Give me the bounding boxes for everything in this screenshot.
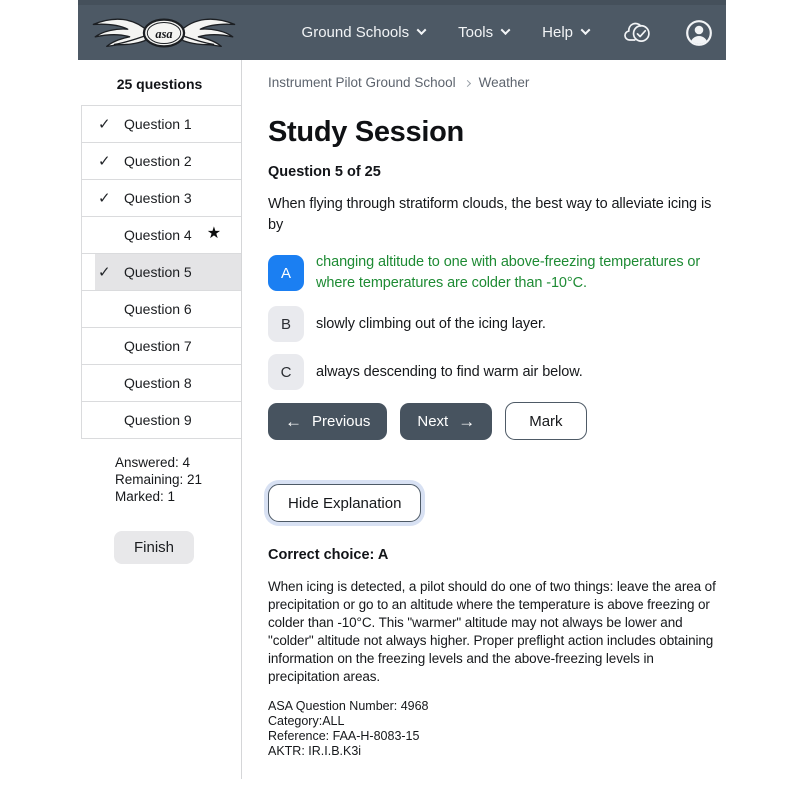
meta-line: Category:ALL [268, 714, 345, 728]
answered-check-icon: ✓ [98, 116, 111, 133]
mark-button[interactable]: Mark [505, 402, 586, 440]
asa-logo[interactable] [86, 12, 242, 54]
page-title: Study Session [268, 116, 464, 148]
previous-button-label: Previous [312, 412, 371, 430]
session-stats [115, 454, 241, 505]
cloud-sync-icon[interactable] [622, 21, 652, 44]
choice-b[interactable] [268, 306, 718, 342]
question-item-label: Question 8 [124, 375, 192, 391]
question-item-label: Question 3 [124, 190, 192, 206]
choice-a-text: changing altitude to one with above-freezing temperatures or where temperatures are colder than -10°C. [316, 254, 701, 291]
chevron-down-icon [581, 25, 591, 35]
sidebar-item-question-5[interactable] [82, 253, 241, 290]
choice-c-badge[interactable]: C [268, 354, 304, 390]
sidebar-item-question-1[interactable] [82, 105, 241, 142]
app-window [78, 0, 726, 779]
arrow-left-icon: ← [285, 411, 302, 431]
stat-marked: Marked: 1 [115, 489, 176, 504]
nav-menu [302, 19, 713, 47]
answer-choices [268, 252, 718, 390]
choice-b-badge[interactable]: B [268, 306, 304, 342]
meta-line: Reference: FAA-H-8083-15 [268, 729, 420, 743]
hide-explanation-button[interactable]: Hide Explanation [268, 484, 421, 522]
nav-tools[interactable] [458, 24, 509, 41]
answered-check-icon: ✓ [98, 190, 111, 207]
account-icon[interactable] [685, 19, 713, 47]
stat-answered: Answered: 4 [115, 455, 191, 470]
question-nav-buttons [268, 402, 718, 440]
question-item-label: Question 2 [124, 153, 192, 169]
answered-check-icon: ✓ [98, 264, 111, 281]
chevron-down-icon [501, 25, 511, 35]
sidebar-item-question-2[interactable] [82, 142, 241, 179]
chevron-right-icon [464, 79, 471, 86]
question-progress: Question 5 of 25 [268, 164, 381, 180]
answered-check-icon: ✓ [98, 153, 111, 170]
next-button-label: Next [417, 412, 449, 430]
question-text: When flying through stratiform clouds, the best way to alleviate icing is by [268, 196, 712, 233]
choice-c-text: always descending to find warm air below. [316, 363, 583, 380]
choice-c[interactable] [268, 354, 718, 390]
previous-button[interactable] [268, 403, 387, 440]
question-item-label: Question 4 [124, 227, 192, 243]
question-sidebar [78, 60, 242, 779]
nav-help[interactable] [542, 24, 589, 41]
sidebar-item-question-9[interactable] [82, 401, 241, 438]
choice-b-text: slowly climbing out of the icing layer. [316, 315, 546, 332]
main-content [242, 60, 726, 779]
next-button[interactable] [400, 403, 492, 440]
nav-tools-label: Tools [458, 24, 494, 41]
sidebar-item-question-4[interactable] [82, 216, 241, 253]
breadcrumb-section[interactable]: Weather [478, 75, 530, 90]
finish-button[interactable]: Finish [114, 531, 194, 564]
correct-choice-label: Correct choice: A [268, 547, 389, 563]
question-item-label: Question 6 [124, 301, 192, 317]
question-list [81, 105, 241, 439]
nav-ground-schools[interactable] [302, 24, 426, 41]
sidebar-item-question-7[interactable] [82, 327, 241, 364]
sidebar-item-question-8[interactable] [82, 364, 241, 401]
sidebar-item-question-6[interactable] [82, 290, 241, 327]
top-navbar [78, 0, 726, 60]
explanation-text: When icing is detected, a pilot should do one of two things: leave the area of precipitation or go to an altitude where the temperature is above freezing or colder than -10°C. This "warmer" altitude may not always be lower and "colder" altitude not always higher. Proper preflight action includes obtaining information on the freezing levels and the above-freezing levels in precipitation areas. [268, 579, 716, 684]
chevron-down-icon [417, 25, 427, 35]
stat-remaining: Remaining: 21 [115, 472, 203, 487]
arrow-right-icon: → [458, 411, 476, 431]
meta-line: ASA Question Number: 4968 [268, 699, 429, 713]
meta-line: AKTR: IR.I.B.K3i [268, 744, 362, 758]
sidebar-header: 25 questions [116, 76, 203, 92]
breadcrumb-course-link[interactable]: Instrument Pilot Ground School [268, 75, 456, 90]
marked-star-icon: ★ [206, 225, 222, 242]
question-item-label: Question 1 [124, 116, 192, 132]
nav-ground-schools-label: Ground Schools [301, 24, 410, 41]
sidebar-item-question-3[interactable] [82, 179, 241, 216]
asa-logo-text: asa [155, 26, 173, 41]
breadcrumb [268, 75, 718, 90]
question-item-label: Question 7 [124, 338, 192, 354]
question-item-label: Question 9 [124, 412, 192, 428]
choice-a-badge[interactable]: A [268, 255, 304, 291]
nav-help-label: Help [542, 24, 573, 41]
question-item-label: Question 5 [124, 264, 192, 280]
question-meta [268, 699, 718, 759]
choice-a[interactable] [268, 252, 718, 294]
